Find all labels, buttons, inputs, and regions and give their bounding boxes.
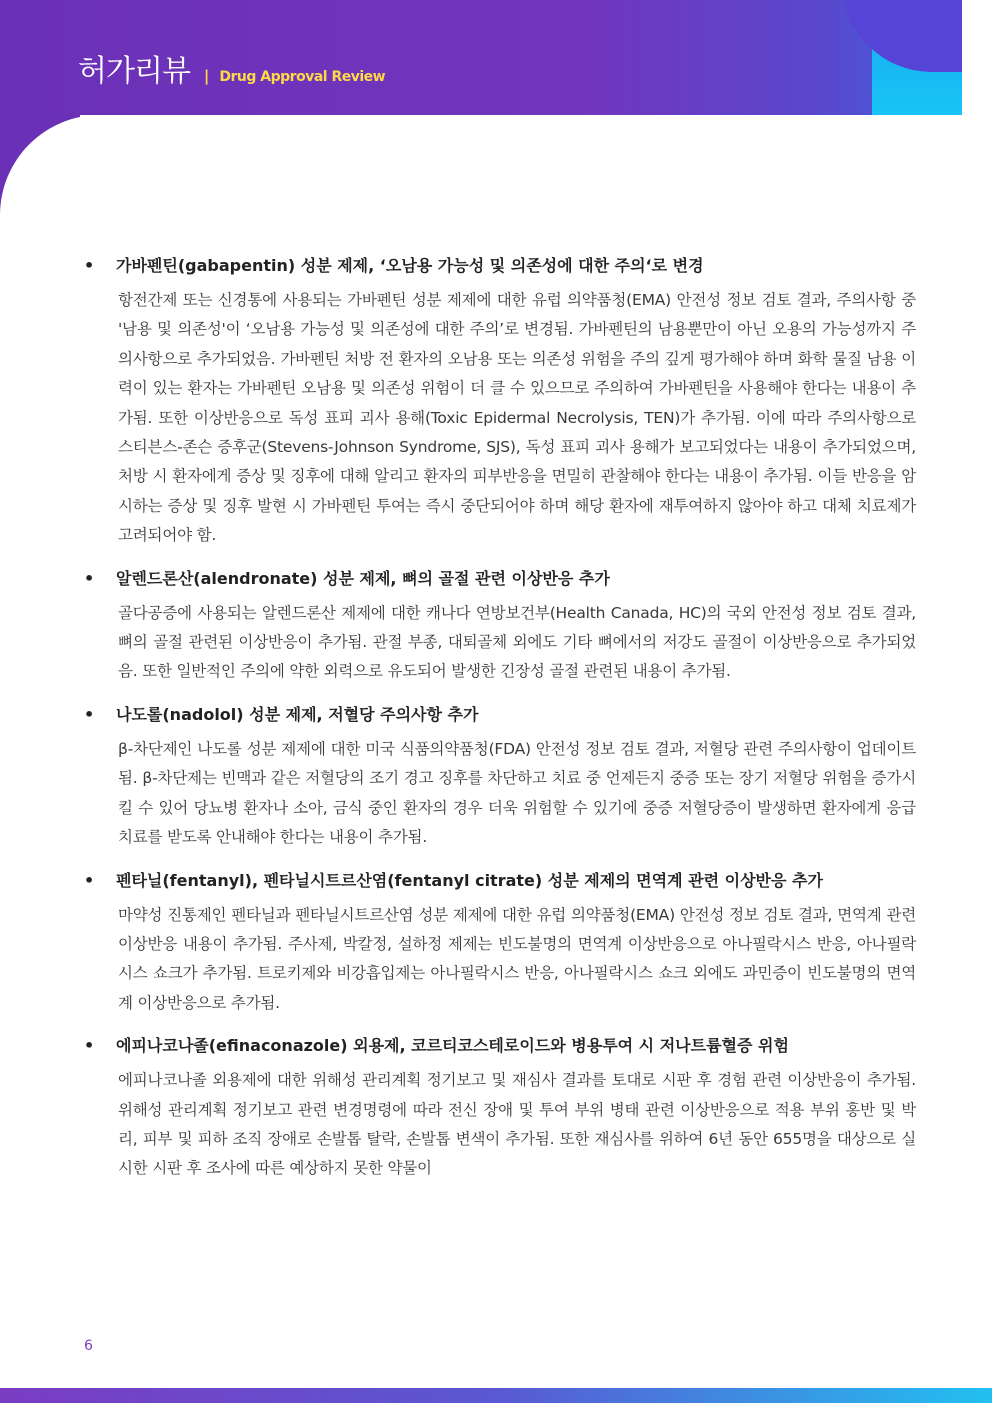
item-body: 에피나코나졸 외용제에 대한 위해성 관리계획 정기보고 및 재심사 결과를 토대로 시판 후 경험 관련 이상반응이 추가됨. 위해성 관리계획 정기보고 관련 변경명령에 따라 전신 장애 및 투여 부위 병태 관련 이상반응으로 적용 부위 홍반 및 박리, 피부 및 피하 조직 장애로 손발톱 탈락, 손발톱 변색이 추가됨. 또한 재심사를 위하여 6년 동안 655명을 대상으로 실시한 시판 후 조사에 따른 예상하지 못한 약물이 xyxy=(118,1071,916,1178)
item-heading xyxy=(82,867,916,895)
item-title: 알렌드론산(alendronate) 성분 제제, 뼈의 골절 관련 이상반응 추가 xyxy=(116,568,610,588)
section-title-en: Drug Approval Review xyxy=(219,69,386,85)
section-brand xyxy=(78,46,385,90)
list-item xyxy=(82,701,916,853)
list-item xyxy=(82,565,916,687)
bullet-icon: • xyxy=(84,256,95,275)
list-item xyxy=(82,252,916,551)
item-body: β-차단제인 나도롤 성분 제제에 대한 미국 식품의약품청(FDA) 안전성 정보 검토 결과, 저혈당 관련 주의사항이 업데이트됨. β-차단제는 빈맥과 같은 저혈당의 조기 경고 징후를 차단하고 치료 중 언제든지 중증 또는 장기 저혈당 위험을 증가시킬 수 있어 당뇨병 환자나 소아, 금식 중인 환자의 경우 더욱 위험할 수 있기에 중증 저혈당증이 발생하면 환자에게 응급 치료를 받도록 안내해야 한다는 내용이 추가됨. xyxy=(118,739,916,847)
item-heading xyxy=(82,565,916,593)
bullet-icon: • xyxy=(84,704,95,724)
item-title: 나도롤(nadolol) 성분 제제, 저혈당 주의사항 추가 xyxy=(116,704,479,724)
bullet-icon: • xyxy=(84,568,95,588)
item-title: 가바펜틴(gabapentin) 성분 제제, ‘오남용 가능성 및 의존성에 대한 주의‘로 변경 xyxy=(116,256,704,275)
item-title: 펜타닐(fentanyl), 펜타닐시트르산염(fentanyl citrate) 성분 제제의 면역계 관련 이상반응 추가 xyxy=(116,870,823,890)
bullet-icon: • xyxy=(84,870,95,890)
item-heading xyxy=(82,1032,916,1060)
item-body: 마약성 진통제인 펜타닐과 펜타닐시트르산염 성분 제제에 대한 유럽 의약품청(EMA) 안전성 정보 검토 결과, 면역계 관련 이상반응 내용이 추가됨. 주사제, 박칼정, 설하정 제제는 빈도불명의 면역계 이상반응으로 아나필락시스 반응, 아나필락시스 쇼크가 추가됨. 트로키제와 비강흡입제는 아나필락시스 반응, 아나필락시스 쇼크 외에도 과민증이 빈도불명의 면역계 이상반응으로 추가됨. xyxy=(118,905,916,1012)
item-heading xyxy=(82,252,916,280)
article-content xyxy=(82,252,916,1198)
item-body: 골다공증에 사용되는 알렌드론산 제제에 대한 캐나다 연방보건부(Health Canada, HC)의 국외 안전성 정보 검토 결과, 뼈의 골절 관련된 이상반응이 추가됨. 관절 부종, 대퇴골체 외에도 기타 뼈에서의 저강도 골절이 이상반응으로 추가되었음. 또한 일반적인 주의에 약한 외력으로 유도되어 발생한 긴장성 골절 관련된 내용이 추가됨. xyxy=(118,603,916,681)
list-item xyxy=(82,1032,916,1184)
footer-bar xyxy=(0,1388,992,1403)
title-separator: | xyxy=(203,67,210,85)
item-body: 항전간제 또는 신경통에 사용되는 가바펜틴 성분 제제에 대한 유럽 의약품청(EMA) 안전성 정보 검토 결과, 주의사항 중 '남용 및 의존성'이 ‘오남용 가능성 및 의존성에 대한 주의’로 변경됨. 가바펜틴의 남용뿐만이 아닌 오용의 가능성까지 주의사항으로 추가되었음. 가바펜틴 처방 전 환자의 오남용 또는 의존성 위험을 주의 깊게 평가해야 하며 화학 물질 남용 이력이 있는 환자는 가바펜틴 오남용 및 의존성 위험이 더 클 수 있으므로 주의하여 가바펜틴을 사용해야 한다는 내용이 추가됨. 또한 이상반응으로 독성 표피 괴사 용해(Toxic Epidermal Necrolysis, TEN)가 추가됨. 이에 따라 주의사항으로 스티븐스-존슨 증후군(Stevens-Johnson Syndrome, SJS), 독성 표피 괴사 용해가 보고되었다는 내용이 추가되었으며, 처방 시 환자에게 증상 및 징후에 대해 알리고 환자의 피부반응을 면밀히 관찰해야 한다는 내용이 추가됨. 이들 반응을 암시하는 증상 및 징후 발현 시 가바펜틴 투여는 즉시 중단되어야 하며 해당 환자에 재투여하지 않아야 하고 대체 치료제가 고려되어야 함. xyxy=(118,291,916,545)
header-decoration-round xyxy=(842,0,962,72)
item-heading xyxy=(82,701,916,729)
item-title: 에피나코나졸(efinaconazole) 외용제, 코르티코스테로이드와 병용투여 시 저나트륨혈증 위험 xyxy=(116,1036,789,1056)
bullet-icon: • xyxy=(84,1036,95,1056)
page-header xyxy=(0,0,962,115)
section-title-ko: 허가리뷰 xyxy=(78,54,190,89)
list-item xyxy=(82,867,916,1019)
page-number: 6 xyxy=(84,1338,93,1354)
